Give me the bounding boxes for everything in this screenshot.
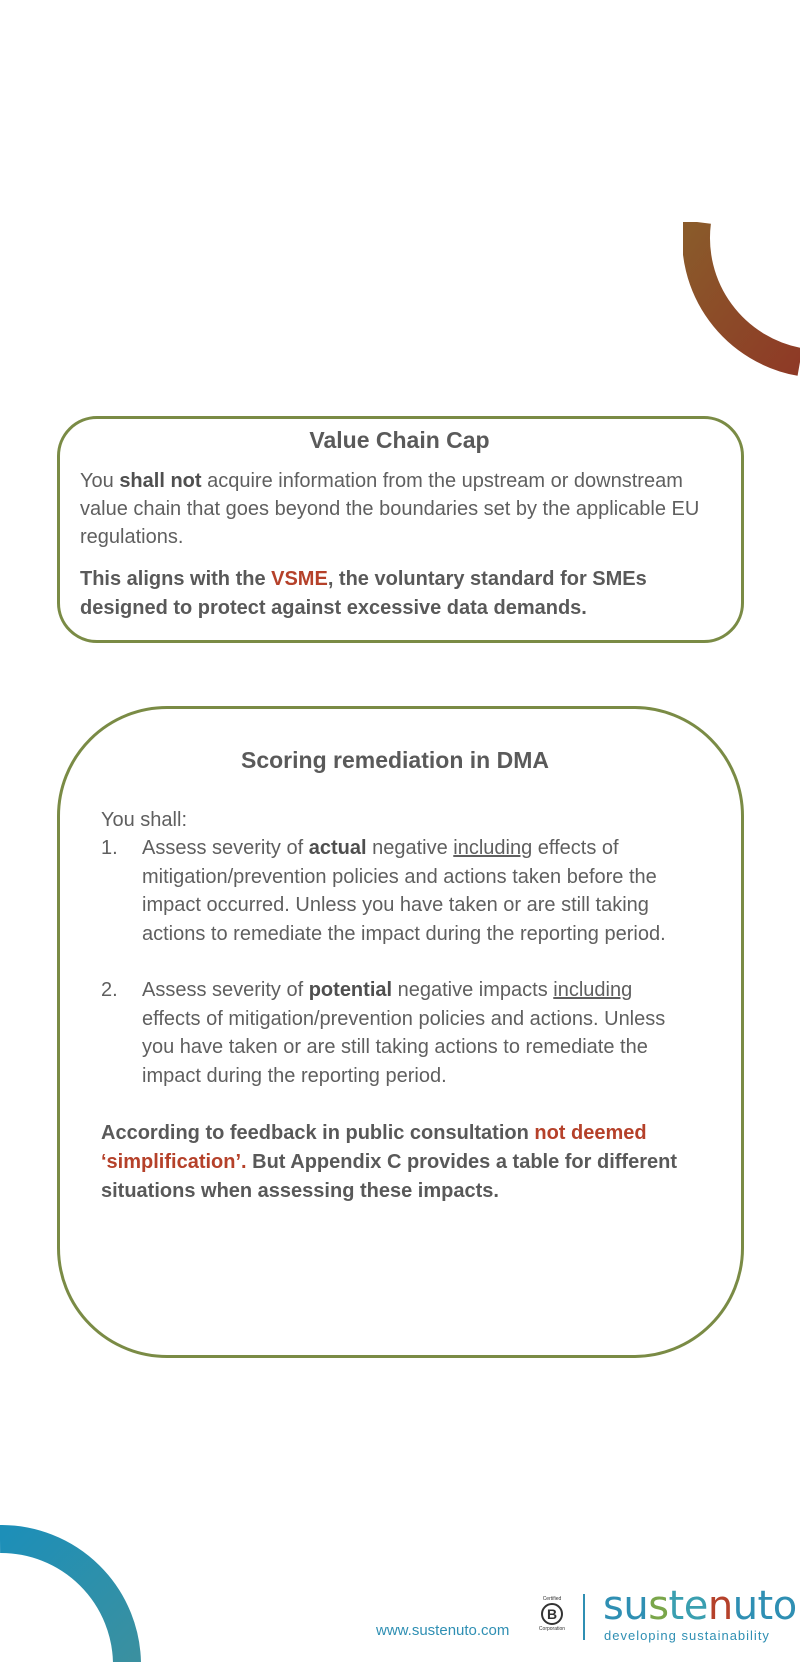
list-item	[101, 976, 689, 1090]
item-text-mid: negative	[366, 837, 454, 859]
bcorp-b-icon: B	[541, 1603, 563, 1625]
body-text-strong: shall not	[119, 470, 202, 492]
card-emphasis	[101, 1119, 689, 1206]
bcorp-certified-label: Certified	[542, 1596, 562, 1602]
bcorp-badge	[537, 1596, 567, 1640]
value-chain-cap-card	[57, 416, 744, 643]
decorative-arc-top-right	[683, 222, 800, 378]
card-emphasis	[80, 565, 719, 623]
requirements-list	[101, 834, 689, 1090]
logo-divider	[583, 1594, 585, 1640]
logo-part: uto	[732, 1583, 797, 1629]
item-text-underline: including	[553, 979, 633, 1001]
emphasis-post: , the voluntary standard for SMEs designed to protect against excessive data demands.	[80, 568, 647, 619]
item-text-pre: Assess severity of	[142, 979, 309, 1001]
item-text-underline: including	[453, 837, 533, 859]
list-item-number: 2.	[101, 979, 118, 1001]
vsme-highlight: VSME	[271, 568, 328, 590]
website-link[interactable]: www.sustenuto.com	[376, 1622, 510, 1639]
item-text-strong: potential	[308, 979, 393, 1001]
logo-part: su	[603, 1583, 649, 1629]
intro-text: You shall:	[101, 809, 187, 831]
decorative-arc-bottom-left	[0, 1525, 145, 1662]
item-text-post: effects of mitigation/prevention policies and actions taken before the impact occurred. Unless you have taken or are still taking actions to remediate the impact during the reporting period.	[142, 837, 666, 945]
logo-tagline: developing sustainability	[604, 1628, 770, 1643]
body-text-post: acquire information from the upstream or downstream value chain that goes beyond the boundaries set by the applicable EU regulations.	[80, 470, 700, 548]
emphasis-post: But Appendix C provides a table for different situations when assessing these impacts.	[101, 1151, 677, 1202]
not-simplification-highlight: not deemed ‘simplification’.	[101, 1122, 647, 1173]
list-item	[101, 834, 689, 948]
logo-part: s	[648, 1583, 669, 1629]
item-text-post: effects of mitigation/prevention policies and actions. Unless you have taken or are still taking actions to remediate the impact during the reporting period.	[142, 1007, 666, 1087]
emphasis-pre: According to feedback in public consultation	[101, 1122, 535, 1144]
scoring-remediation-card	[57, 706, 744, 1358]
item-text-mid: negative impacts	[392, 979, 554, 1001]
logo-part: te	[668, 1583, 708, 1629]
card-title: Value Chain Cap	[309, 427, 490, 453]
body-text-pre: You	[80, 470, 120, 492]
card-title: Scoring remediation in DMA	[241, 747, 549, 773]
list-item-number: 1.	[101, 837, 118, 859]
item-text-pre: Assess severity of	[142, 837, 309, 859]
logo-part: n	[707, 1583, 733, 1629]
sustenuto-logo	[603, 1584, 797, 1628]
bcorp-corporation-label: Corporation	[538, 1626, 566, 1632]
item-text-strong: actual	[308, 837, 367, 859]
emphasis-pre: This aligns with the	[80, 568, 272, 590]
card-body	[80, 467, 719, 551]
